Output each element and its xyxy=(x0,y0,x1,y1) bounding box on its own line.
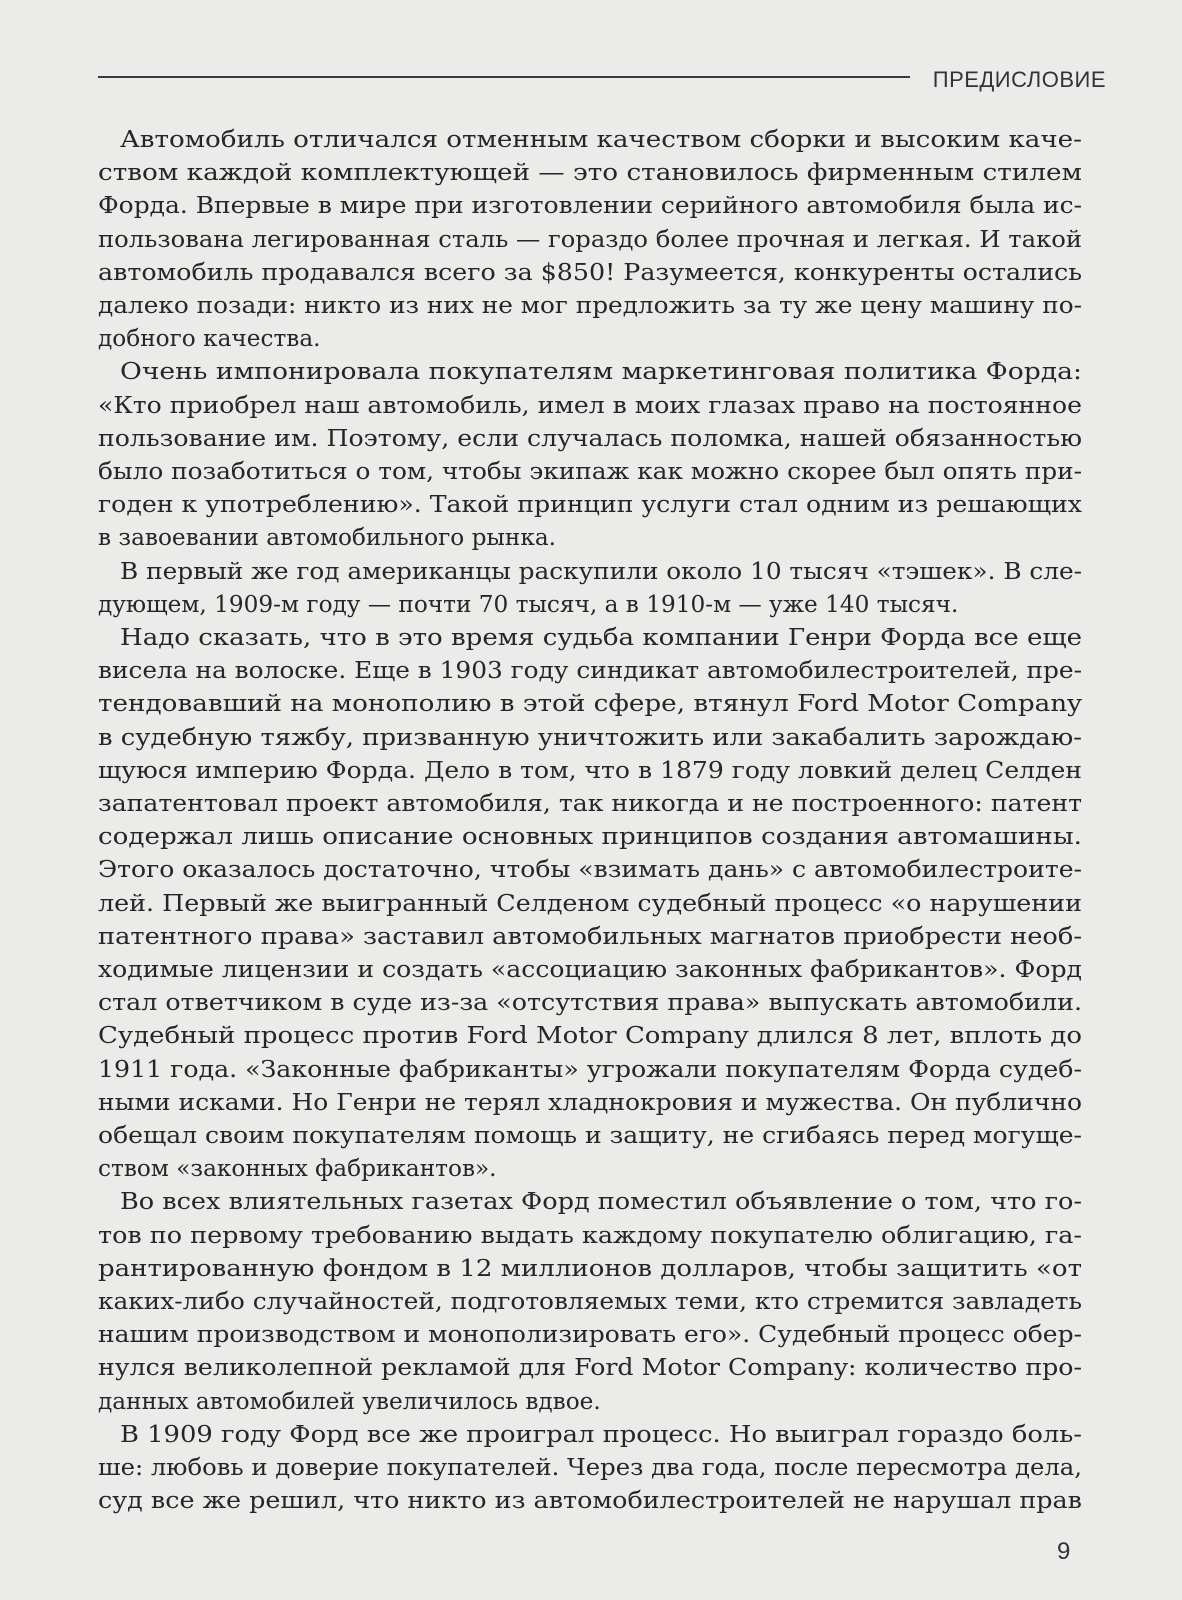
text-line: обещал своим покупателям помощь и защиту, не сгибаясь перед могуще- xyxy=(98,1122,1082,1149)
text-line: пользование им. Поэтому, если случалась поломка, нашей обязанностью xyxy=(98,424,1082,452)
text-line: в завоевании автомобильного рынка. xyxy=(98,524,557,552)
text-line: Во всех влиятельных газетах Форд поместил объявление о том, что го- xyxy=(120,1188,1082,1216)
text-line: лей. Первый же выигранный Селденом судебный процесс «о нарушении xyxy=(98,889,1082,917)
text-line: годен к употреблению». Такой принцип услуги стал одним из решающих xyxy=(98,491,1082,519)
text-line: данных автомобилей увеличилось вдвое. xyxy=(98,1387,601,1415)
text-line: В 1909 году Форд все же проиграл процесс. Но выиграл гораздо боль- xyxy=(120,1420,1082,1448)
text-line: «Кто приобрел наш автомобиль, имел в моих глазах право на постоянное xyxy=(98,391,1082,419)
page-number: 9 xyxy=(1057,1538,1071,1565)
text-line: щуюся империю Форда. Дело в том, что в 1879 году ловкий делец Селден xyxy=(98,756,1082,784)
text-line: каких-либо случайностей, подготовляемых теми, кто стремится завладеть xyxy=(98,1288,1082,1315)
text-line: 1911 года. «Законные фабриканты» угрожали покупателям Форда судеб- xyxy=(98,1055,1082,1083)
text-line: далеко позади: никто из них не мог предложить за ту же цену машину по- xyxy=(98,292,1082,319)
text-line: суд все же решил, что никто из автомобилестроителей не нарушал прав xyxy=(98,1487,1082,1515)
text-line: ходимые лицензии и создать «ассоциацию законных фабрикантов». Форд xyxy=(98,956,1082,983)
header-rule xyxy=(98,76,910,78)
text-line: запатентовал проект автомобиля, так никогда и не построенного: патент xyxy=(98,790,1082,817)
text-line: Этого оказалось достаточно, чтобы «взимать дань» с автомобилестроите- xyxy=(98,856,1082,884)
text-line: ством каждой комплектующей — это становилось фирменным стилем xyxy=(98,159,1082,187)
text-line: ше: любовь и доверие покупателей. Через два года, после пересмотра дела, xyxy=(98,1454,1082,1481)
text-line: нулся великолепной рекламой для Ford Motor Company: количество про- xyxy=(98,1354,1082,1382)
text-line: ством «законных фабрикантов». xyxy=(98,1155,497,1183)
text-line: пользована легированная сталь — гораздо более прочная и легкая. И такой xyxy=(98,225,1082,253)
text-line: было позаботиться о том, чтобы экипаж как можно скорее был опять при- xyxy=(98,458,1082,485)
text-line: В первый же год американцы раскупили около 10 тысяч «тэшек». В сле- xyxy=(120,557,1082,585)
text-line: нашим производством и монополизировать его». Судебный процесс обер- xyxy=(98,1321,1082,1349)
text-line: патентного права» заставил автомобильных магнатов приобрести необ- xyxy=(98,922,1082,950)
text-line: содержал лишь описание основных принципов создания автомашины. xyxy=(98,823,1082,851)
text-line: автомобиль продавался всего за $850! Разумеется, конкуренты остались xyxy=(98,258,1082,286)
text-line: Автомобиль отличался отменным качеством сборки и высоким каче- xyxy=(120,126,1082,153)
text-line: рантированную фондом в 12 миллионов долларов, чтобы защитить «от xyxy=(98,1254,1082,1282)
text-line: Форда. Впервые в мире при изготовлении серийного автомобиля была ис- xyxy=(98,192,1082,220)
text-line: Очень импонировала покупателям маркетинговая политика Форда: xyxy=(120,358,1082,386)
text-line: в судебную тяжбу, призванную уничтожить или закабалить зарождаю- xyxy=(98,723,1082,751)
text-line: тендовавший на монополию в этой сфере, втянул Ford Motor Company xyxy=(98,690,1082,718)
running-header: ПРЕДИСЛОВИЕ xyxy=(932,67,1106,92)
text-line: добного качества. xyxy=(98,325,321,353)
text-line: Судебный процесс против Ford Motor Company длился 8 лет, вплоть до xyxy=(98,1022,1082,1050)
text-line: тов по первому требованию выдать каждому покупателю облигацию, га- xyxy=(98,1221,1082,1249)
text-line: дующем, 1909-м году — почти 70 тысяч, а в 1910-м — уже 140 тысяч. xyxy=(98,590,959,618)
text-line: Надо сказать, что в это время судьба компании Генри Форда все еще xyxy=(120,624,1082,651)
text-line: ными исками. Но Генри не терял хладнокровия и мужества. Он публично xyxy=(98,1088,1082,1116)
text-line: висела на волоске. Еще в 1903 году синдикат автомобилестроителей, пре- xyxy=(98,657,1082,685)
text-line: стал ответчиком в суде из-за «отсутствия права» выпускать автомобили. xyxy=(98,989,1082,1017)
